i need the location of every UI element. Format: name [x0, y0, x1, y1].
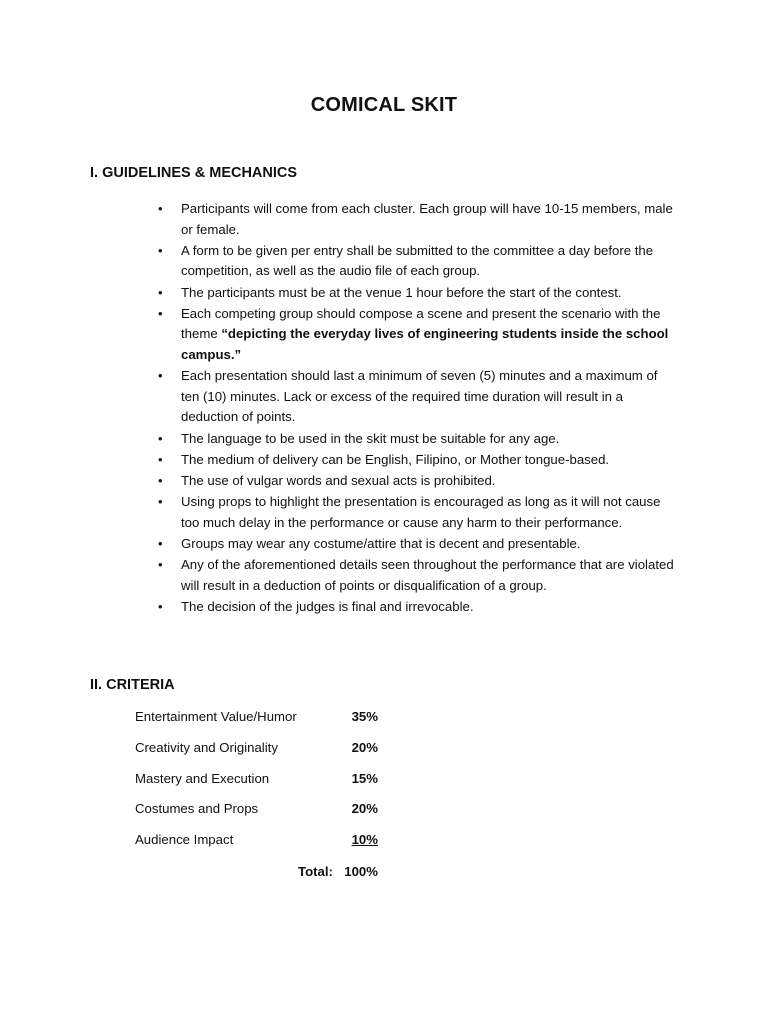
bullet-icon: •	[158, 242, 163, 258]
list-item	[158, 304, 678, 366]
list-item-text: Each presentation should last a minimum of seven (5) minutes and a maximum of ten (10) minutes. Lack or excess of the required time duration will result in a deduction of points.	[181, 368, 658, 425]
list-item	[158, 555, 678, 596]
list-item-text: The participants must be at the venue 1 hour before the start of the contest.	[181, 284, 622, 300]
list-item	[158, 366, 678, 428]
list-item	[158, 534, 678, 555]
list-item-text: The language to be used in the skit must be suitable for any age.	[181, 430, 560, 446]
bullet-icon: •	[158, 494, 163, 510]
bullet-icon: •	[158, 201, 163, 216]
total-value: 100%	[344, 864, 378, 879]
criteria-weight: 35%	[351, 709, 378, 724]
criteria-row	[135, 709, 395, 740]
list-item	[158, 450, 678, 471]
total-label: Total:	[298, 864, 333, 879]
bullet-icon: •	[158, 598, 163, 614]
criteria-row	[135, 740, 395, 771]
section-heading-criteria: II. CRITERIA	[90, 677, 175, 693]
bullet-icon: •	[158, 368, 163, 384]
criteria-label: Costumes and Props	[135, 801, 259, 817]
criteria-row	[135, 801, 395, 832]
list-item	[158, 429, 678, 450]
criteria-label: Mastery and Execution	[135, 770, 270, 786]
list-item-text: Using props to highlight the presentation is encouraged as long as it will not cause too much delay in the performance or cause any harm to their performance.	[181, 494, 661, 530]
list-item-text: A form to be given per entry shall be submitted to the committee a day before the competition, as well as the audio file of each group.	[181, 242, 654, 279]
criteria-row	[135, 771, 395, 802]
bullet-icon: •	[158, 472, 163, 488]
bullet-icon: •	[158, 305, 163, 321]
list-item-text: Participants will come from each cluster. Each group will have 10-15 members, male or female.	[181, 201, 673, 237]
list-item-text: Any of the aforementioned details seen throughout the performance that are violated will result in a deduction of points or disqualification of a group.	[181, 557, 674, 593]
criteria-weight: 20%	[351, 739, 378, 755]
list-item-text: The use of vulgar words and sexual acts is prohibited.	[181, 472, 496, 488]
bullet-icon: •	[158, 451, 163, 467]
list-item-text: Each competing group should compose a scene and present the scenario with the theme	[181, 305, 661, 342]
list-item	[158, 199, 678, 240]
criteria-weight: 10%	[351, 832, 378, 848]
theme-emphasis: “depicting the everyday lives of engineering students inside the school campus.”	[181, 326, 669, 362]
list-item	[158, 241, 678, 282]
criteria-table	[135, 709, 395, 863]
bullet-icon: •	[158, 430, 163, 446]
document-title: COMICAL SKIT	[310, 94, 458, 116]
list-item-text: The decision of the judges is final and irrevocable.	[181, 598, 474, 614]
list-item-text: The medium of delivery can be English, Filipino, or Mother tongue-based.	[181, 451, 610, 467]
bullet-icon: •	[158, 535, 163, 551]
list-item	[158, 283, 678, 304]
list-item	[158, 597, 678, 618]
list-item	[158, 471, 678, 492]
criteria-label: Entertainment Value/Humor	[135, 709, 297, 724]
criteria-weight: 15%	[351, 770, 378, 786]
list-item	[158, 492, 678, 533]
criteria-label: Creativity and Originality	[135, 739, 278, 755]
criteria-row	[135, 832, 395, 863]
section-heading-guidelines: I. GUIDELINES & MECHANICS	[90, 165, 298, 181]
bullet-icon: •	[158, 284, 163, 300]
bullet-icon: •	[158, 557, 163, 573]
criteria-weight: 20%	[351, 801, 378, 817]
list-item-text: Groups may wear any costume/attire that is decent and presentable.	[181, 535, 581, 551]
criteria-label: Audience Impact	[135, 832, 234, 848]
guidelines-list	[158, 199, 678, 618]
